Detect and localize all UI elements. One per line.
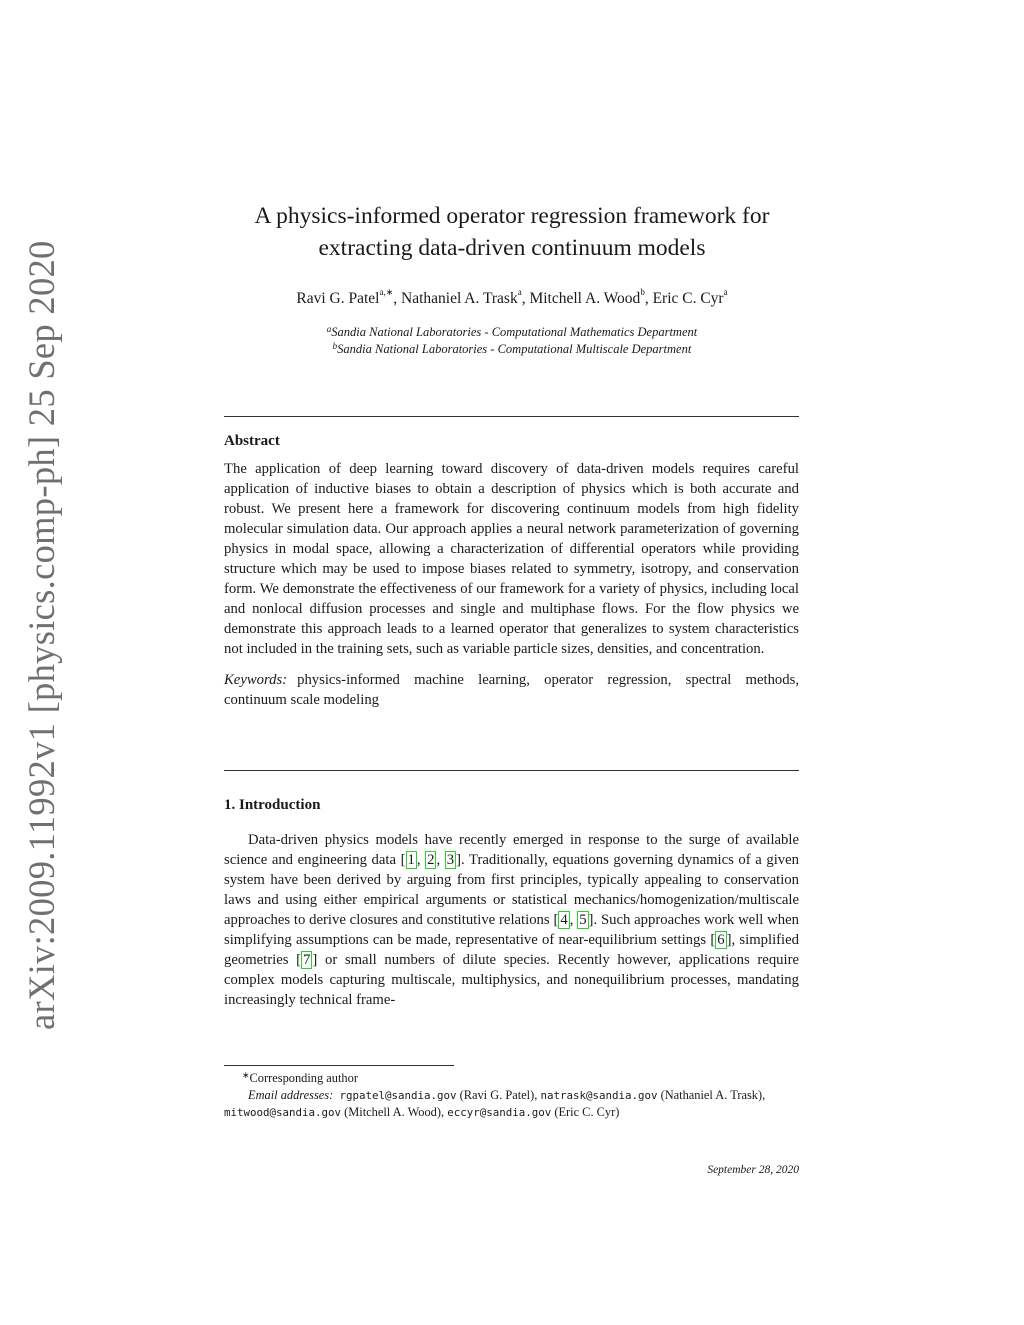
abstract-heading: Abstract [224,433,280,449]
corresponding-author-note [224,1070,799,1087]
affiliations [200,324,824,358]
email-addresses [224,1087,799,1121]
email-owner: (Mitchell A. Wood), [344,1105,445,1119]
footnote-marker: ∗ [242,1070,250,1080]
preprint-date: September 28, 2020 [707,1164,799,1176]
citation-link[interactable]: 1 [407,852,415,868]
corresponding-label: Corresponding author [249,1071,358,1085]
intro-text: or small numbers of dilute species. Recently however, applications require complex models capturing multiscale, multiphysics, and nonequilibrium processes, mandating increasingly technical frame- [224,952,800,1008]
keywords-label: Keywords: [224,672,288,688]
abstract-top-rule [224,416,799,417]
section-heading-introduction: 1. Introduction [224,797,321,813]
author-affil-sup: b [640,287,645,297]
author-affil-sup: a,∗ [379,287,394,297]
author-affil-sup: a [723,287,728,297]
citation-link[interactable]: 4 [560,912,568,928]
abstract-section [224,433,799,710]
email-link[interactable]: natrask@sandia.gov [540,1089,658,1102]
citation-link[interactable]: 6 [717,932,725,948]
email-link[interactable]: eccyr@sandia.gov [447,1106,552,1119]
intro-text: Data-driven physics models have recently emerged in response to the surge of available science and engineering data [224,832,799,868]
affiliation-sup: a [326,324,332,334]
email-owner: (Ravi G. Patel), [459,1088,538,1102]
author-name: Nathaniel A. Trask [401,290,518,307]
email-link[interactable]: rgpatel@sandia.gov [339,1089,457,1102]
title-line-2: extracting data-driven continuum models [318,235,706,261]
keywords-text: physics-informed machine learning, operator regression, spectral methods, continuum scale modeling [224,672,799,708]
arxiv-stamp: arXiv:2009.11992v1 [physics.comp-ph] 25 Sep 2020 [21,240,62,1030]
affiliation-sup: b [332,341,338,351]
abstract-text: The application of deep learning toward discovery of data-driven models requires careful application of inductive biases to obtain a description of physics which is both accurate and robust. We present here a framework for discovering continuum models from high fidelity molecular simulation data. Our approach applies a neural network parameterization of governing physics in modal space, allowing a characterization of differential operators while providing structure which may be used to impose biases related to symmetry, isotropy, and conservation form. We demonstrate the effectiveness of our framework for a variety of physics, including local and nonlocal diffusion processes and single and multiphase flows. For the flow physics we demonstrate this approach leads to a learned operator that generalizes to system characteristics not included in the training sets, such as variable particle sizes, densities, and concentration. [224,461,799,657]
intro-text: . Traditionally, equations governing dynamics of a given system have been derived by arguing from first principles, typically appealing to conservation laws and using either empirical arguments or statistical mechanics/homogenization/multiscale approaches to derive closures and constitutive relations [224,852,800,928]
author-name: Mitchell A. Wood [529,290,641,307]
title-line-1: A physics-informed operator regression framework for [254,203,770,229]
introduction-section [224,797,799,1010]
email-label: Email addresses: [248,1088,334,1102]
email-link[interactable]: mitwood@sandia.gov [224,1106,342,1119]
affiliation-text: Sandia National Laboratories - Computational Multiscale Department [337,342,692,356]
citation-link[interactable]: 2 [427,852,435,868]
author-affil-sup: a [517,287,522,297]
author-name: Eric C. Cyr [652,290,724,307]
keywords [224,670,799,710]
citation-link[interactable]: 7 [303,952,311,968]
email-owner: (Nathaniel A. Trask), [660,1088,766,1102]
author-list: Ravi G. Patel$^{a,∗}$, Nathaniel A. Trask$^a$, Mitchell A. Wood$^b$, Eric C. Cyr$^a$ [296,287,728,307]
introduction-paragraph: Data-driven physics models have recently emerged in response to the surge of available science and engineering data [ 1 , 2 , 3 ]. Traditionally, equations governing dynamics of a given system have been derived by arguing from first principles, typically appealing to conservation laws and using either empirical arguments or statistical mechanics/homogenization/multiscale approaches to derive closures and constitutive relations [ 4 , 5 ]. Such approaches work well when simplifying assumptions can be made, representative of near-equilibrium settings [ 6 ], simplified geometries [ 7 ] or small numbers of dilute species. Recently however, applications require complex models capturing multiscale, multiphysics, and nonequilibrium processes, mandating increasingly technical frame- [224,832,800,1008]
intro-text: . Such approaches work well when simplifying assumptions can be made, representative of near-equilibrium settings [224,912,799,948]
affiliation [200,324,824,341]
author-name: Ravi G. Patel [296,290,380,307]
affiliation [200,341,824,358]
citation-link[interactable]: 5 [579,912,587,928]
paper-title [200,200,824,264]
email-owner: (Eric C. Cyr) [554,1105,620,1119]
abstract-bottom-rule [224,770,799,771]
affiliation-text: Sandia National Laboratories - Computational Mathematics Department [331,325,698,339]
footnote-rule [224,1065,454,1066]
citation-link[interactable]: 3 [446,852,455,868]
footnote [224,1070,799,1121]
intro-text: , simplified geometries [224,932,799,968]
